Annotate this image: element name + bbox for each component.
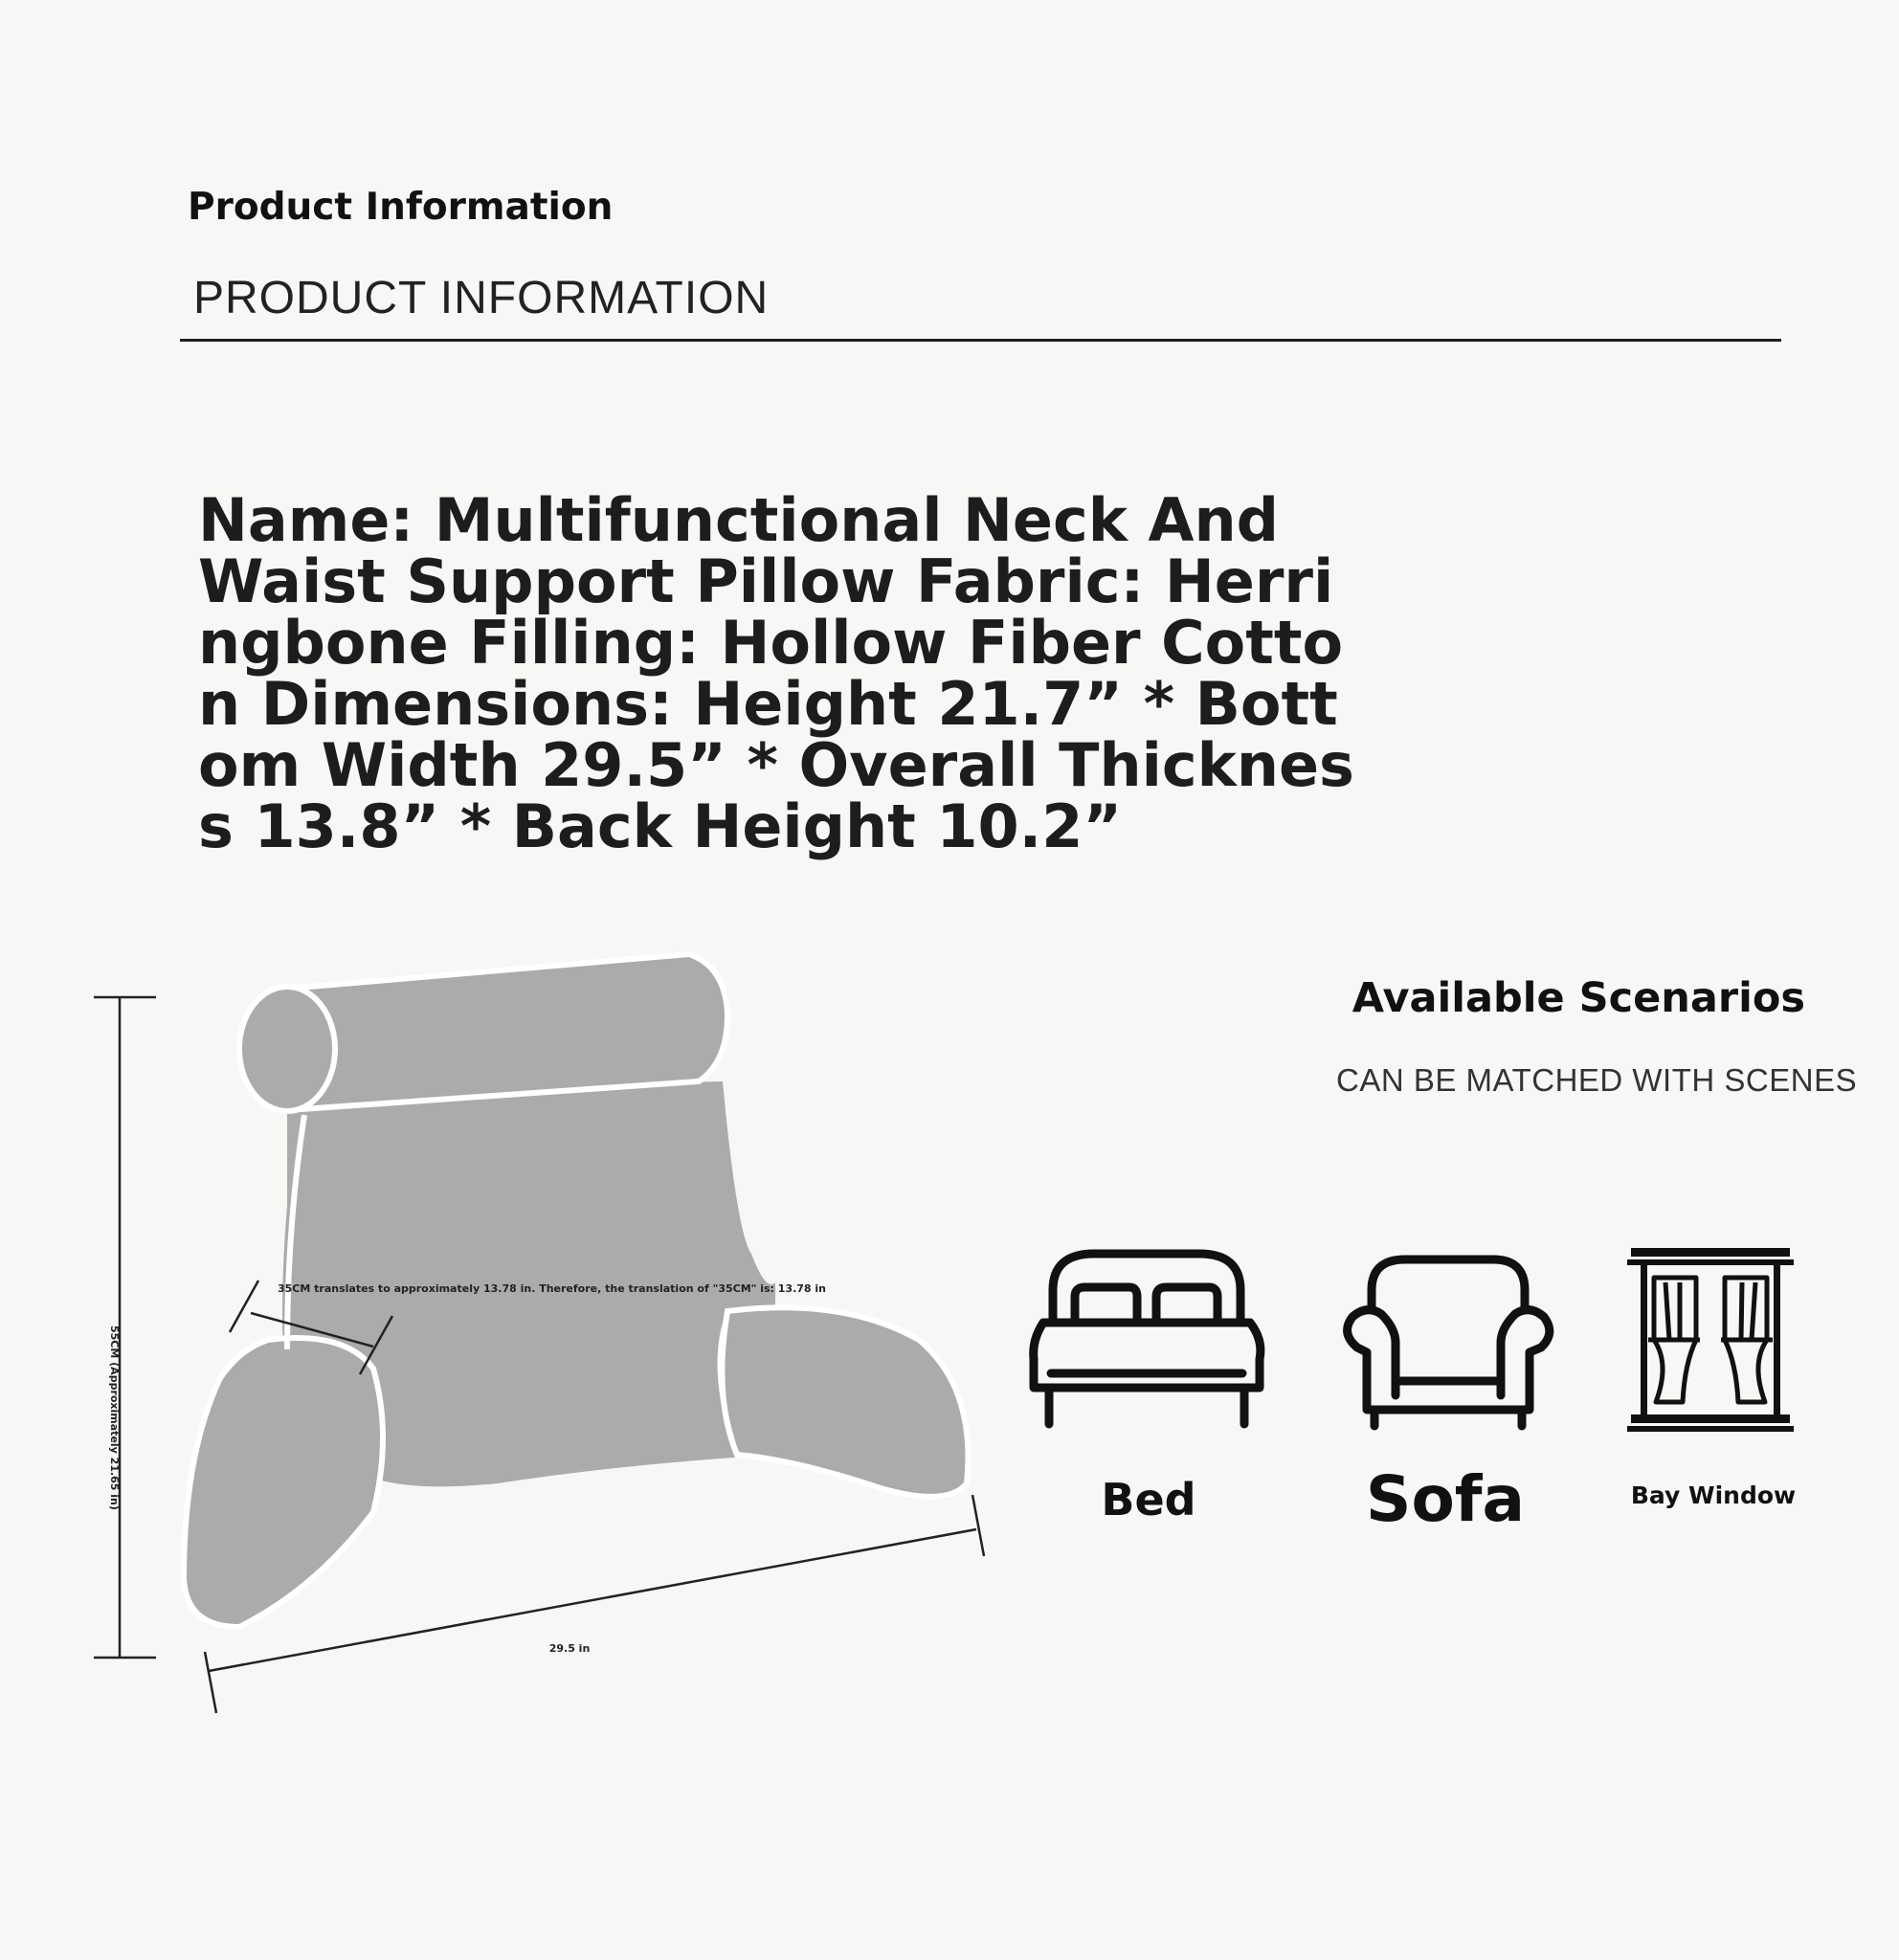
window-icon (1627, 1244, 1795, 1436)
sofa-icon (1338, 1252, 1558, 1434)
bed-icon (1022, 1244, 1271, 1436)
scenario-label-sofa: Sofa (1365, 1462, 1526, 1536)
scenarios-title: Available Scenarios (1352, 974, 1805, 1022)
section-title: Product Information (188, 186, 614, 229)
height-dimension-label: 55CM (Approximately 21.65 in) (108, 1325, 121, 1510)
width-dimension-label: 29.5 in (548, 1642, 591, 1655)
heading-divider (180, 339, 1781, 342)
scenario-label-bed: Bed (1101, 1474, 1196, 1526)
section-subtitle: PRODUCT INFORMATION (193, 273, 770, 323)
product-description: Name: Multifunctional Neck And Waist Support Pillow Fabric: Herringbone Filling: Hollow Fiber Cotton Dimensions: Height 21.7” * Bottom Width 29.5” * Overall Thickness 13.8” * Back Height 10.2” (198, 485, 1354, 861)
depth-dimension-label: 35CM translates to approximately 13.78 in. Therefore, the translation of "35CM" is: 13.78 in (278, 1282, 826, 1295)
scenarios-subtitle: CAN BE MATCHED WITH SCENES (1336, 1062, 1858, 1098)
scenario-label-bay-window: Bay Window (1630, 1481, 1797, 1509)
pillow-diagram (0, 919, 1053, 1742)
